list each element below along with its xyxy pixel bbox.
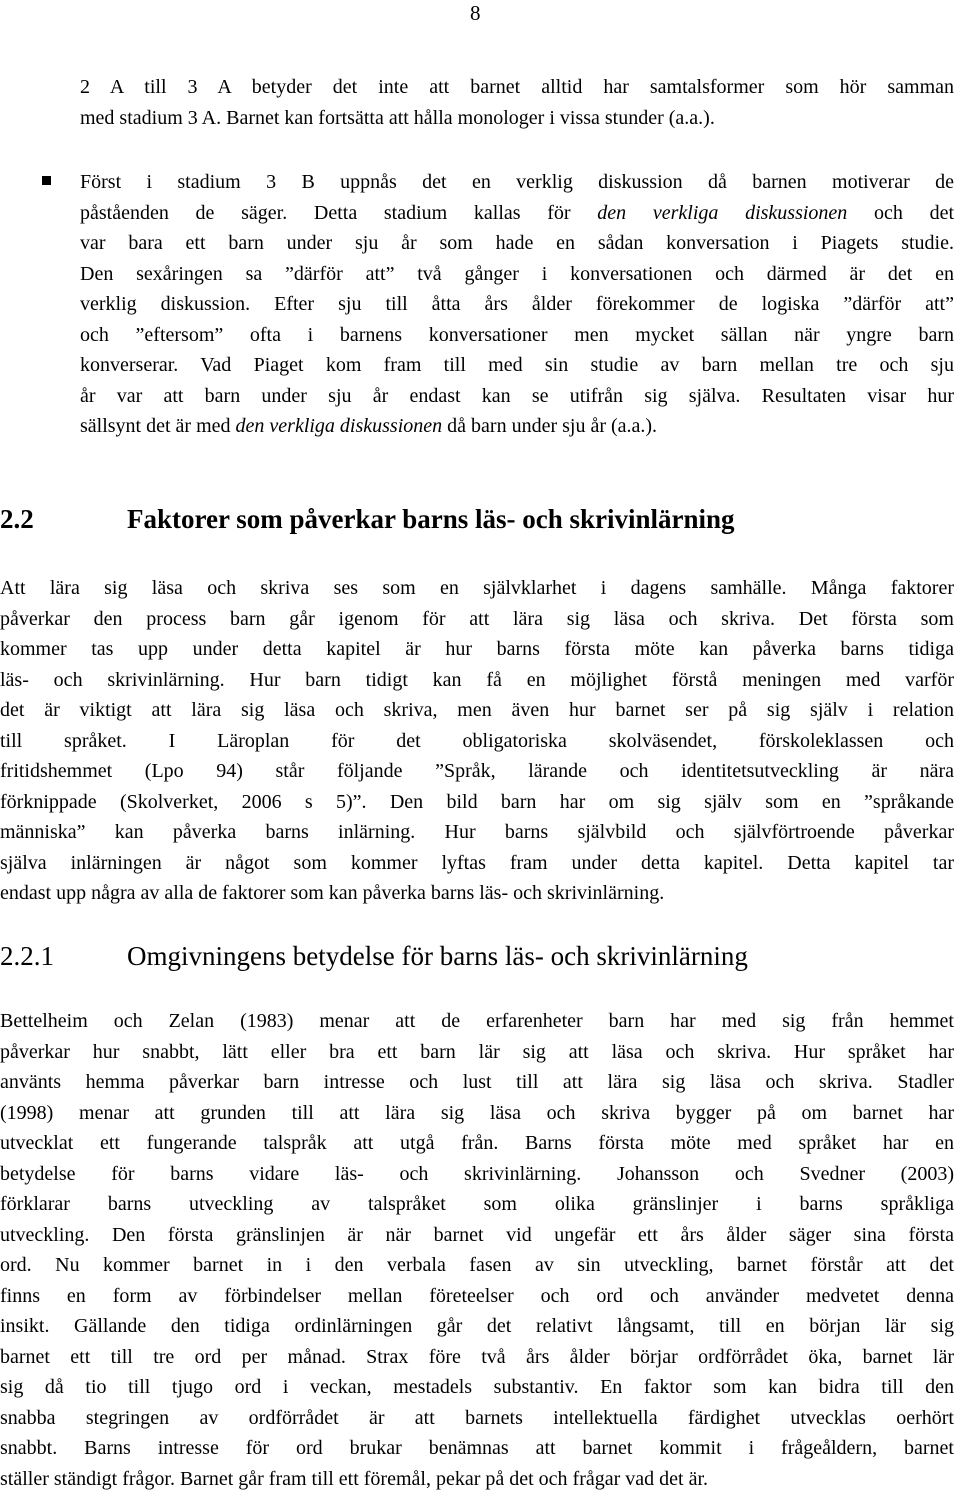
text-line xyxy=(80,411,954,442)
section-number: 2.2.1 xyxy=(0,941,54,971)
text-line: fritidshemmet (Lpo 94) står följande ”Språk, lärande och identitetsutveckling är nära xyxy=(0,760,954,782)
paragraph-section-2-2 xyxy=(0,573,954,909)
text-line: och ”eftersom” ofta i barnens konversationer men mycket sällan när yngre barn xyxy=(80,323,954,346)
text-line: år var att barn under sju år endast kan se utifrån sig själva. Resultaten visar hur xyxy=(80,384,954,407)
text-run: då barn under sju år (a.a.). xyxy=(442,415,658,437)
text-line: sig då tio till tjugo ord i veckan, mestadels substantiv. En faktor som kan bidra till den xyxy=(0,1376,954,1398)
text-line: förklarar barns utveckling av talspråket som olika gränslinjer i barns språkliga xyxy=(0,1193,954,1215)
text-line: 2 A till 3 A betyder det inte att barnet alltid har samtalsformer som hör samman xyxy=(80,76,954,98)
section-number: 2.2 xyxy=(0,504,34,534)
text-line: (1998) menar att grunden till att lära sig läsa och skriva bygger på om barnet har xyxy=(0,1101,954,1124)
text-run: påståenden de säger. Detta stadium kallas för xyxy=(80,201,598,224)
text-line: betydelse för barns vidare läs- och skrivinlärning. Johansson och Svedner (2003) xyxy=(0,1162,954,1185)
text-line: ställer ständigt frågor. Barnet går fram till ett föremål, pekar på det och frågar vad det är. xyxy=(0,1467,709,1490)
text-run: sällsynt det är med xyxy=(80,415,236,437)
text-run: och det xyxy=(847,201,955,224)
text-line: använts hemma påverkar barn intresse och lust till att lära sig läsa och skriva. Stadler xyxy=(0,1071,954,1093)
text-line: Den sexåringen sa ”därför att” två gånger i konversationen och därmed är det en xyxy=(80,262,954,285)
text-line: människa” kan påverka barns inlärning. Hur barns självbild och självförtroende påverkar xyxy=(0,821,954,843)
section-title: Omgivningens betydelse för barns läs- och skrivinlärning xyxy=(127,941,748,971)
text-line: konverserar. Vad Piaget kom fram till med sin studie av barn mellan tre och sju xyxy=(80,354,954,376)
text-line: snabba stegringen av ordförrådet är att barnets intellektuella färdighet utvecklas oerhört xyxy=(0,1406,954,1429)
text-line: förknippade (Skolverket, 2006 s 5)”. Den bild barn har om sig själv som en ”språkande xyxy=(0,790,954,813)
text-line: endast upp några av alla de faktorer som kan påverka barns läs- och skrivinlärning. xyxy=(0,882,665,904)
text-line: med stadium 3 A. Barnet kan fortsätta att hålla monologer i vissa stunder (a.a.). xyxy=(80,106,715,129)
section-heading-2-2 xyxy=(0,501,735,537)
text-line: läs- och skrivinlärning. Hur barn tidigt kan få en möjlighet förstå meningen med varför xyxy=(0,668,954,691)
emphasis-term: den verkliga diskussionen xyxy=(597,201,848,224)
text-line: själva inlärningen är något som kommer lyftas fram under detta kapitel. Detta kapitel tar xyxy=(0,851,954,874)
emphasis-term: den verkliga diskussionen xyxy=(235,415,443,437)
bullet-square-icon xyxy=(42,176,51,185)
text-line: påverkar den process barn går igenom för att lära sig läsa och skriva. Det första som xyxy=(0,607,954,630)
text-line: påverkar hur snabbt, lätt eller bra ett barn lär sig att läsa och skriva. Hur språket har xyxy=(0,1040,954,1063)
bullet-paragraph-stage-3b xyxy=(80,167,954,442)
paragraph-section-2-2-1 xyxy=(0,1006,954,1494)
text-line: Att lära sig läsa och skriva ses som en självklarhet i dagens samhälle. Många faktorer xyxy=(0,577,954,599)
text-line: insikt. Gällande den tidiga ordinlärningen går det relativt långsamt, till en början lär sig xyxy=(0,1315,954,1337)
text-line: till språket. I Läroplan för det obligatoriska skolväsendet, förskoleklassen och xyxy=(0,729,954,752)
text-line: det är viktigt att lära sig läsa och skriva, men även hur barnet ser på sig själv i relation xyxy=(0,699,954,721)
paragraph-stage-3a xyxy=(80,72,954,133)
text-line: ord. Nu kommer barnet in i den verbala fasen av sin utveckling, barnet förstår att det xyxy=(0,1254,954,1276)
text-line: verklig diskussion. Efter sju till åtta års ålder förekommer de logiska ”därför att” xyxy=(80,293,954,315)
text-line: utveckling. Den första gränslinjen är när barnet vid ungefär ett års ålder säger sina första xyxy=(0,1223,954,1246)
text-line: finns en form av förbindelser mellan företeelser och ord och använder medvetet denna xyxy=(0,1284,954,1307)
text-line: Bettelheim och Zelan (1983) menar att de erfarenheter barn har med sig från hemmet xyxy=(0,1010,954,1032)
section-title: Faktorer som påverkar barns läs- och skrivinlärning xyxy=(127,504,735,534)
text-line: Först i stadium 3 B uppnås det en verklig diskussion då barnen motiverar de xyxy=(80,171,954,193)
text-line: utvecklat ett fungerande talspråk att utgå från. Barns första möte med språket har en xyxy=(0,1132,954,1154)
text-line: barnet ett till tre ord per månad. Strax före två års ålder börjar ordförrådet öka, barnet lär xyxy=(0,1345,954,1368)
text-line: snabbt. Barns intresse för ord brukar benämnas att barnet kommit i frågeåldern, barnet xyxy=(0,1437,954,1459)
text-line xyxy=(80,198,954,229)
page-number: 8 xyxy=(470,1,481,25)
text-line: kommer tas upp under detta kapitel är hur barns första möte kan påverka barns tidiga xyxy=(0,638,954,660)
text-line: var bara ett barn under sju år som hade en sådan konversation i Piagets studie. xyxy=(80,232,954,254)
section-heading-2-2-1 xyxy=(0,938,748,974)
